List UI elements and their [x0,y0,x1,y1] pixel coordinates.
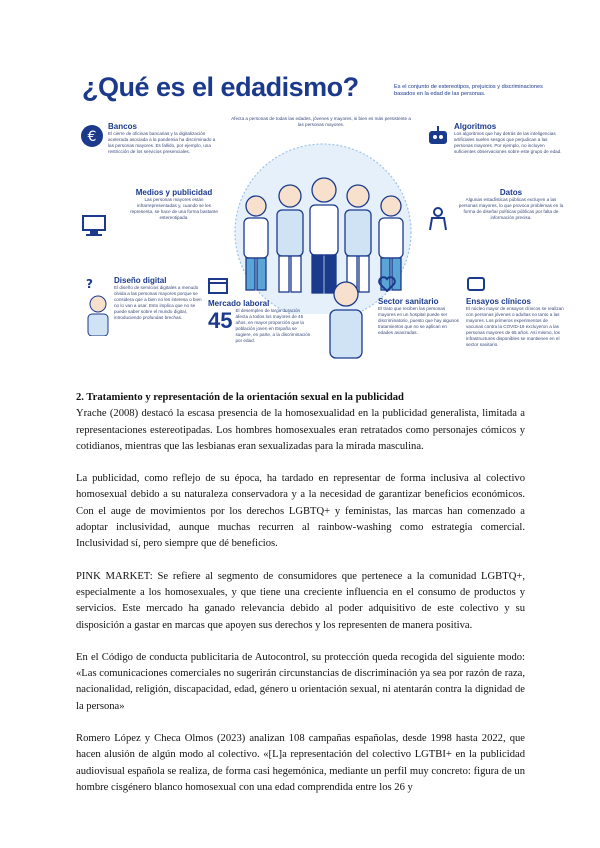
svg-text:?: ? [86,277,93,291]
robot-icon [426,124,450,150]
section-heading: 2. Tratamiento y representación de la orientación sexual en la publicidad [76,392,404,403]
algoritmos-title: Algoritmos [454,122,497,131]
question-icon [80,276,110,336]
ensayos-title: Ensayos clínicos [466,297,531,306]
datos-text: Algunas estadísticas públicas excluyen a las personas mayores, lo que provoca problemas en la forma de diseñar políticas públicas por falta de información precisa. [458,197,564,220]
paragraph-3: PINK MARKET: Se refiere al segmento de consumidores que pertenece a la comunidad LGBTQ+, especialmente a los homosexuales, y que tiene una creciente influencia en el consumo de productos y servicios. Este mercado ha ganado relevancia debido al poder adquisitivo de este colectivo y su disposición a gastar en marcas que apoyen sus derechos y los representen de manera positiva. [76,570,525,631]
mercado-block [208,276,312,344]
diseno-title: Diseño digital [114,276,167,285]
sanitario-text: El trato que reciben las personas mayores en un hospital puede ser discriminatorio, puesto que hay algunos tratamientos que no se aplican en edades avanzadas. [378,306,459,335]
ensayos-block [466,276,566,348]
mercado-big-number: 45 [208,308,233,333]
edadismo-infographic [76,70,566,376]
ensayos-text: El núcleo mayor de ensayos clínicos se realizan con personas jóvenes o adultas no tanto a las mayores. Los primeros experimentos de vacunas contra la COVID-19 excluyeron a las personas mayores de 65 años. Así mismo, los infrastructures disponibles se mantienen en el sector sanitario. [466,306,564,347]
calendar-icon [208,276,228,294]
section-body [76,390,525,796]
paragraph-1: Yrache (2008) destacó la escasa presencia de la homosexualidad en la publicidad generalista, limitada a representaciones estereotipadas. Los hombres homosexuales eran retratados como personajes cómicos y cotidianos, mientras que las lesbianas eran sexualizadas para la mirada masculina. [76,408,525,452]
paragraph-5: Romero López y Checa Olmos (2023) analizan 108 campañas españolas, desde 1998 hasta 2022, que hacen alusión de algún modo al colectivo. «[L]a representación del colectivo LGTBI+ en la publicidad audiovisual española se realiza, de forma casi hegemónica, mediante un perfil muy concreto: figura de un hombre cisgénero blanco homosexual con una edad comprendida entre los 26 y [76,733,525,793]
datos-block [426,188,566,221]
medios-text: Las personas mayores están infrarrepresentadas y, cuando se les representa, se hace de una forma bastante estereotipada. [130,197,218,220]
bancos-block [80,122,220,155]
mercado-text: El desempleo de larga duración afecta a todos los mayores de 45 años, en mayor proporción que la población joven en España se sugiere, en parte, a la discriminación por edad. [235,308,311,343]
euro-icon [80,124,104,148]
test-tube-icon [466,276,486,292]
medios-title: Medios y publicidad [135,188,213,197]
diseno-text: El diseño de servicios digitales a menudo olvida a las personas mayores porque se considera que a bien no les interesa o bien no lo van a usar. Esto implica que no se puede saber sobre el mundo digital, introduciendo profundas brechas. [114,285,202,320]
paragraph-2: La publicidad, como reflejo de su época, ha tardado en representar de forma inclusiva al colectivo homosexual debido a su naturaleza conservadora y a la necesidad de garantizar beneficios económicos. Con el auge de movimientos por los derechos LGBTQ+ y feministas, las marcas han comenzado a adoptar inclusividad, aunque muchas recurren al rainbow-washing como estrategia comercial. Inclusividad sí, pero siempre que dé beneficios. [76,473,525,550]
mercado-title: Mercado laboral [208,299,270,308]
computer-icon [80,214,108,238]
sanitario-block [378,276,462,336]
infographic-title: ¿Qué es el edadismo? [82,72,359,102]
bancos-title: Bancos [108,122,137,131]
svg-text:€: € [87,129,97,145]
algoritmos-text: Los algoritmos que hay detrás de las inteligencias artificiales suelen sesgos que perjudican a las personas mayores. Por ejemplo, no incluyen suficientes observaciones sobre este grupo de edad. [454,131,562,154]
bancos-text: El cierre de oficinas bancarias y la digitalización acelerada asociada a la pandemia ha discriminado a las personas mayores. Es fallido, por ejemplo, una restricción de los servicios presenciales. [108,131,216,154]
algoritmos-block [426,122,566,155]
person-data-icon [426,206,450,232]
datos-title: Datos [499,188,523,197]
paragraph-4: En el Código de conducta publicitaria de Autocontrol, su protección queda recogida del siguiente modo: «Las comunicaciones comerciales no sugerirán circunstancias de discriminación ya sea por razón de raza, nacionalidad, religión, discapacidad, edad, género u orientación sexual, ni atentarán contra la dignidad de la persona» [76,651,525,712]
center-caption: Afecta a personas de todas las edades, jóvenes y mayores, si bien es más persistente a las personas mayores. [231,116,411,127]
medios-block [80,188,220,221]
infographic-subtitle: Es el conjunto de estereotipos, prejuicios y discriminaciones basados en la edad de las personas. [394,84,543,97]
sanitario-title: Sector sanitario [378,297,439,306]
diseno-block [80,276,204,321]
elderly-person-illustration [316,276,376,360]
heart-icon [378,276,396,292]
